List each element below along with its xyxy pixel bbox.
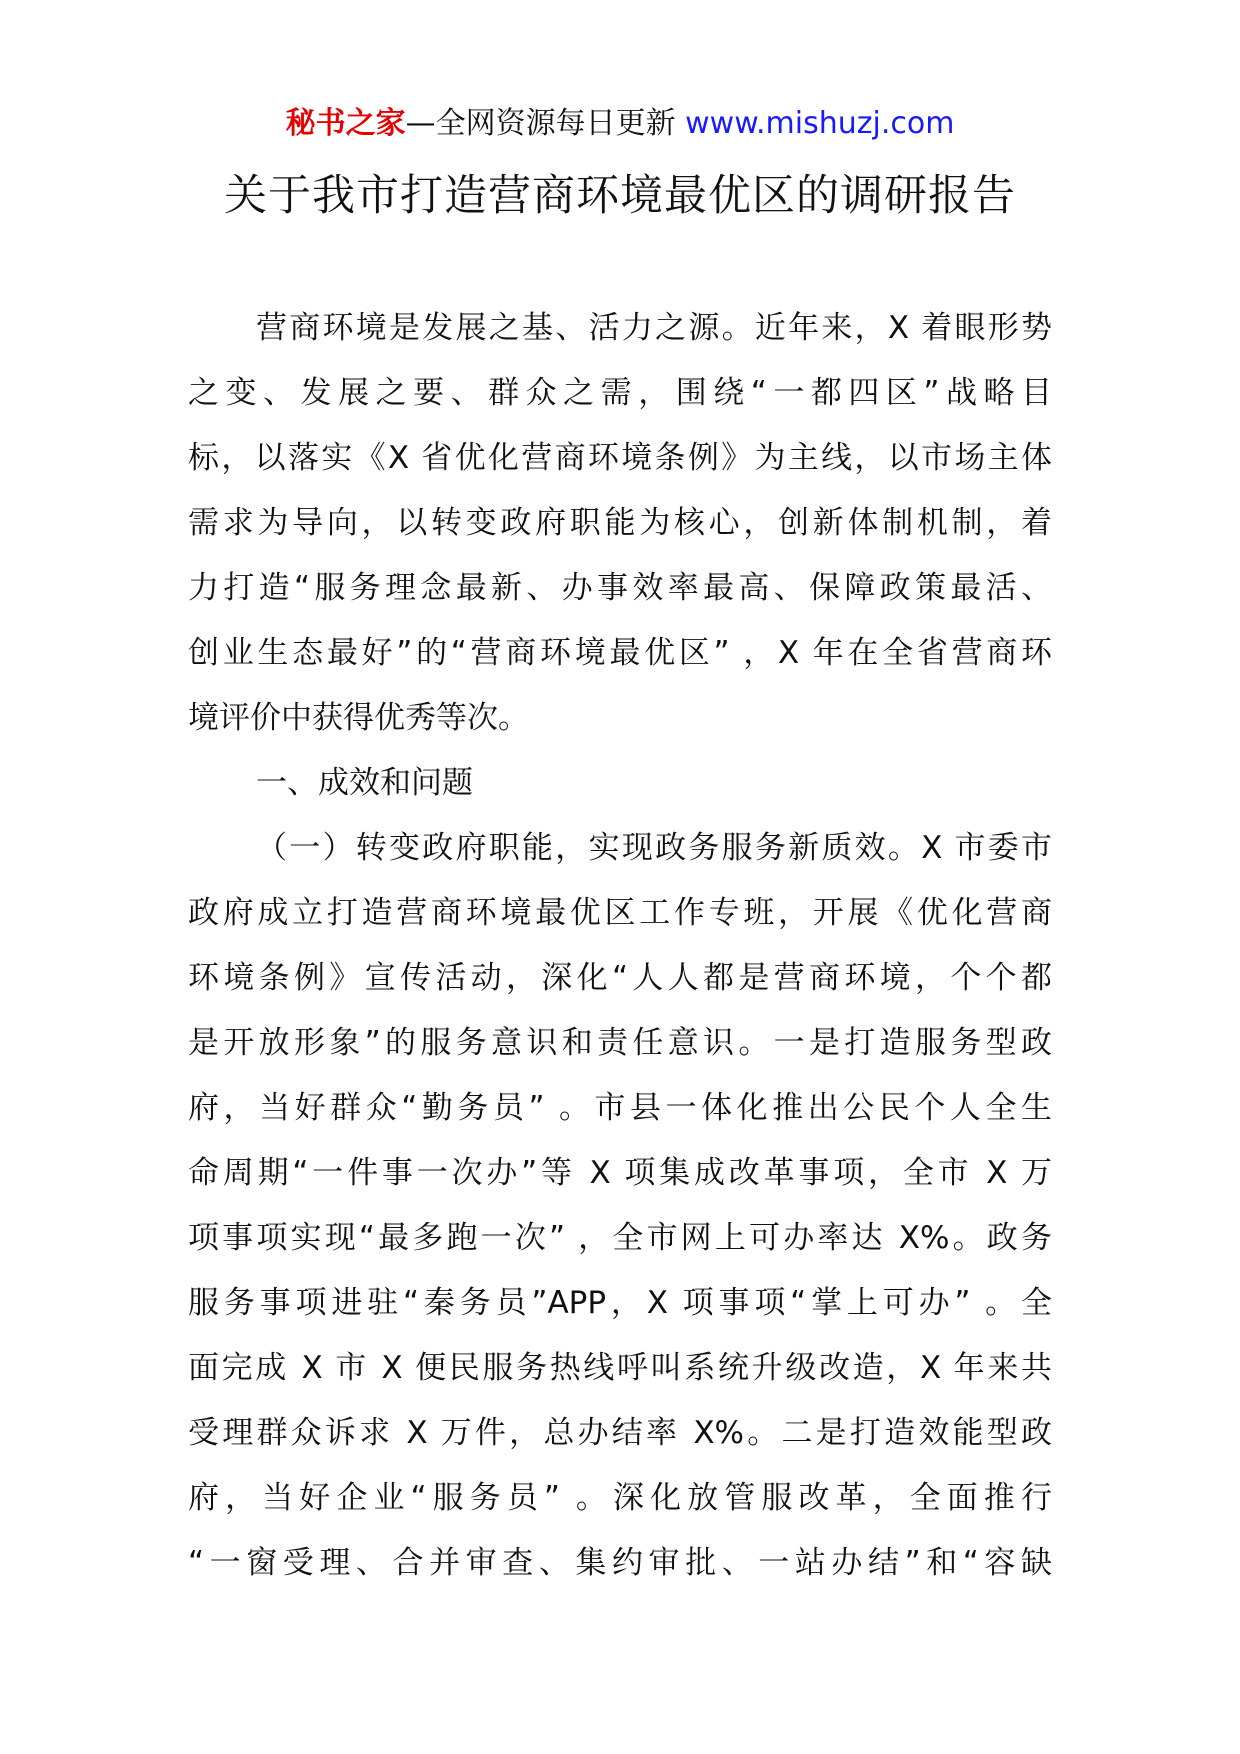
paragraph-line: 项事项实现“最多跑一次” ，全市网上可办率达 X%。政务 — [188, 1220, 1052, 1256]
paragraph-line: “一窗受理、合并审查、集约审批、一站办结”和“容缺 — [188, 1545, 1052, 1581]
section-heading: 一、成效和问题 — [256, 765, 473, 801]
paragraph-line: 府，当好群众“勤务员” 。市县一体化推出公民个人全生 — [188, 1090, 1052, 1126]
paragraph-line: 之变、发展之要、群众之需，围绕“一都四区”战略目 — [188, 375, 1052, 411]
header-slogan: —全网资源每日更新 — [405, 106, 686, 141]
paragraph-line: 政府成立打造营商环境最优区工作专班，开展《优化营商 — [188, 895, 1052, 931]
paragraph-line: 服务事项进驻“秦务员”APP，X 项事项“掌上可办” 。全 — [188, 1285, 1052, 1321]
header-url-link[interactable]: www.mishuzj.com — [685, 106, 955, 141]
document-body — [188, 296, 1052, 1596]
paragraph-line: 需求为导向，以转变政府职能为核心，创新体制机制，着 — [188, 505, 1052, 541]
site-header — [0, 104, 1240, 144]
paragraph-line: 力打造“服务理念最新、办事效率最高、保障政策最活、 — [188, 570, 1052, 606]
paragraph-line: 面完成 X 市 X 便民服务热线呼叫系统升级改造，X 年来共 — [188, 1350, 1052, 1386]
paragraph-line: 营商环境是发展之基、活力之源。近年来，X 着眼形势 — [256, 310, 1052, 346]
paragraph-line: 环境条例》宣传活动，深化“人人都是营商环境，个个都 — [188, 960, 1052, 996]
document-title: 关于我市打造营商环境最优区的调研报告 — [224, 171, 1016, 221]
header-brand: 秘书之家 — [285, 106, 406, 141]
paragraph-line: 是开放形象”的服务意识和责任意识。一是打造服务型政 — [188, 1025, 1052, 1061]
paragraph-line: 创业生态最好”的“营商环境最优区” ，X 年在全省营商环 — [188, 635, 1052, 671]
paragraph-line: （一）转变政府职能，实现政务服务新质效。X 市委市 — [256, 830, 1052, 866]
paragraph-line: 标，以落实《X 省优化营商环境条例》为主线，以市场主体 — [188, 440, 1052, 476]
paragraph-line: 府，当好企业“服务员” 。深化放管服改革，全面推行 — [188, 1480, 1052, 1516]
paragraph-line: 受理群众诉求 X 万件，总办结率 X%。二是打造效能型政 — [188, 1415, 1052, 1451]
paragraph-line: 命周期“一件事一次办”等 X 项集成改革事项，全市 X 万 — [188, 1155, 1052, 1191]
paragraph-line: 境评价中获得优秀等次。 — [188, 700, 529, 736]
